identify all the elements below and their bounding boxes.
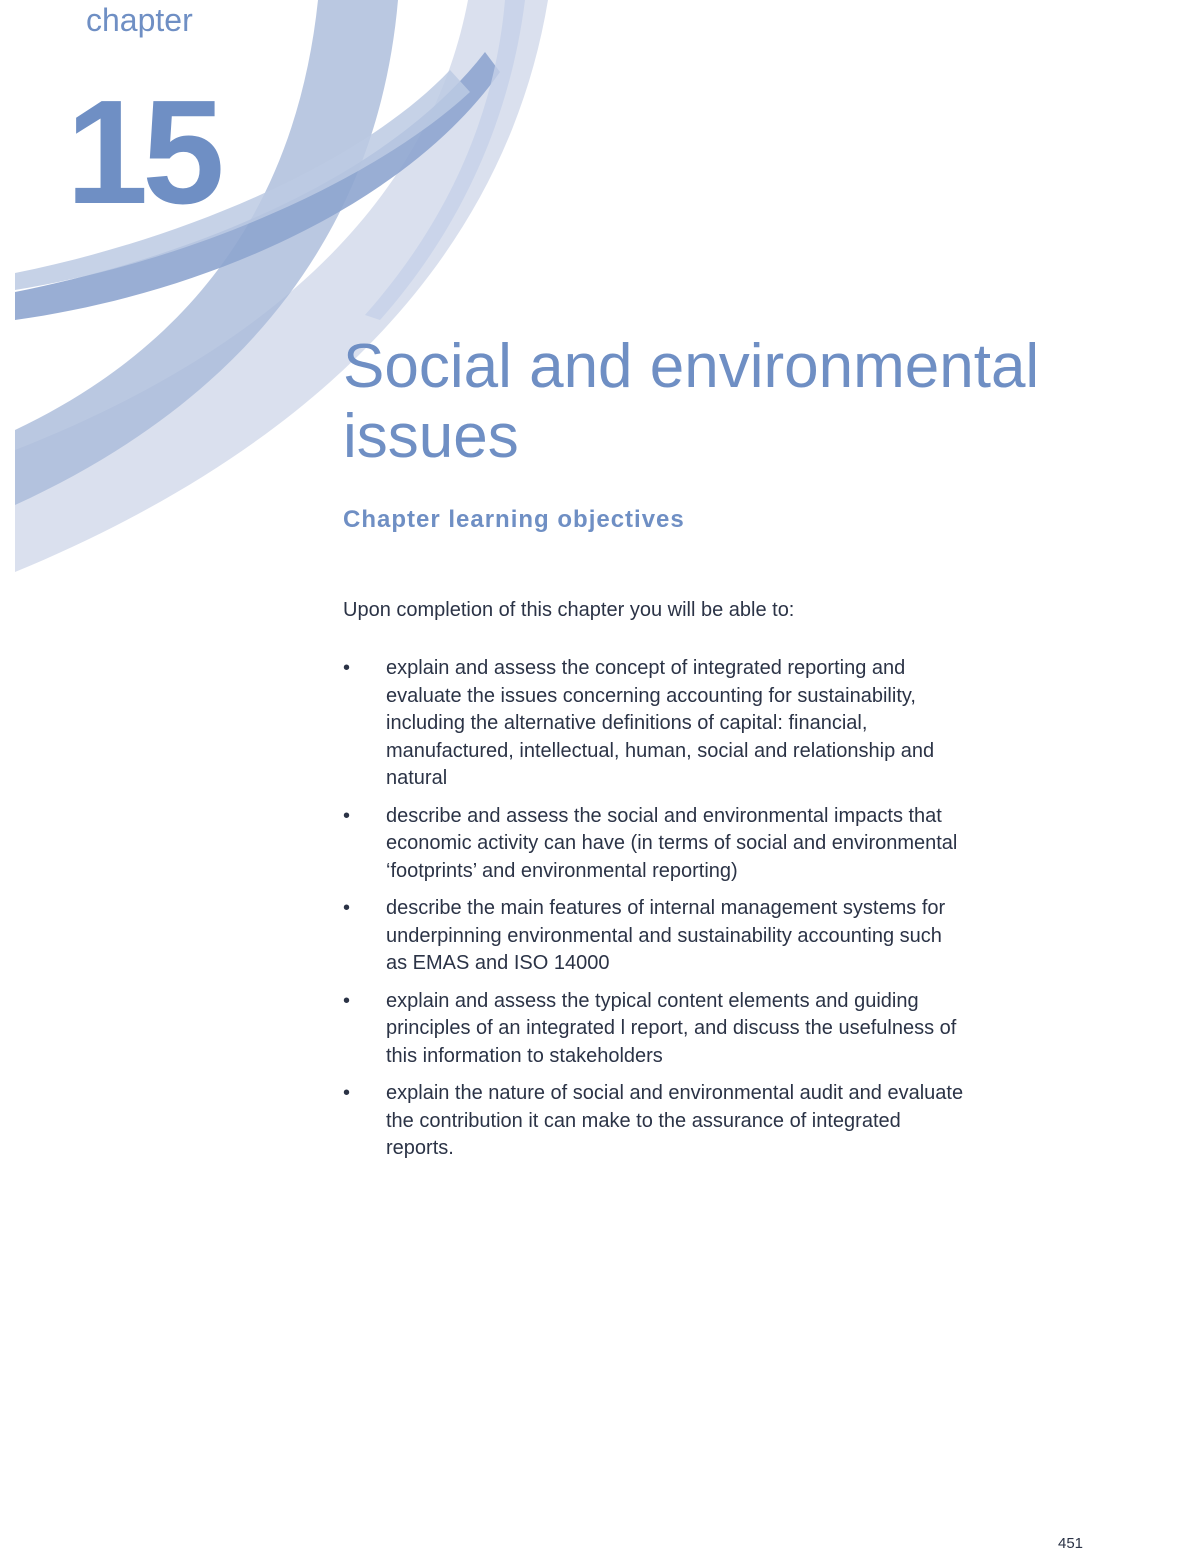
chapter-label: chapter	[86, 2, 193, 38]
bullet-icon: •	[343, 1082, 351, 1104]
objective-line: explain and assess the typical content elements and guiding	[386, 989, 919, 1012]
objective-line: as EMAS and ISO 14000	[386, 952, 610, 974]
objective-line: explain the nature of social and environmental audit and evaluate	[386, 1082, 964, 1104]
learning-objectives-heading: Chapter learning objectives	[343, 506, 685, 533]
bullet-icon: •	[343, 897, 351, 919]
learning-objectives-list	[343, 655, 1043, 1173]
objective-line: ‘footprints’ and environmental reporting)	[386, 859, 738, 882]
objective-item	[343, 895, 1043, 978]
objective-line: economic activity can have (in terms of social and environmental	[386, 832, 958, 854]
objective-line: explain and assess the concept of integrated reporting and	[386, 657, 906, 679]
page-number: 451	[1058, 1535, 1084, 1552]
chapter-title	[343, 332, 1143, 472]
objective-line: describe and assess the social and environmental impacts that	[386, 804, 942, 827]
objective-line: reports.	[386, 1137, 454, 1159]
chapter-title-line-1: Social and environmental	[343, 332, 1040, 401]
objective-item	[343, 803, 1043, 886]
objective-item	[343, 1080, 1043, 1163]
objective-item	[343, 655, 1043, 793]
objective-line: principles of an integrated l report, and discuss the usefulness of	[386, 1017, 957, 1039]
objective-line: describe the main features of internal management systems for	[386, 897, 946, 919]
objective-line: evaluate the issues concerning accounting for sustainability,	[386, 684, 916, 707]
objective-line: natural	[386, 767, 448, 789]
objective-line: manufactured, intellectual, human, social and relationship and	[386, 739, 935, 762]
learning-objectives-intro: Upon completion of this chapter you will be able to:	[343, 599, 795, 621]
objective-line: the contribution it can make to the assurance of integrated	[386, 1109, 901, 1132]
objective-item	[343, 988, 1043, 1071]
chapter-title-line-2: issues	[343, 402, 519, 471]
bullet-icon: •	[343, 657, 351, 679]
bullet-icon: •	[343, 989, 351, 1012]
objective-line: underpinning environmental and sustainability accounting such	[386, 924, 942, 947]
chapter-number: 15	[66, 70, 219, 235]
objective-line: including the alternative definitions of capital: financial,	[386, 712, 868, 734]
objective-line: this information to stakeholders	[386, 1044, 663, 1067]
bullet-icon: •	[343, 804, 351, 827]
